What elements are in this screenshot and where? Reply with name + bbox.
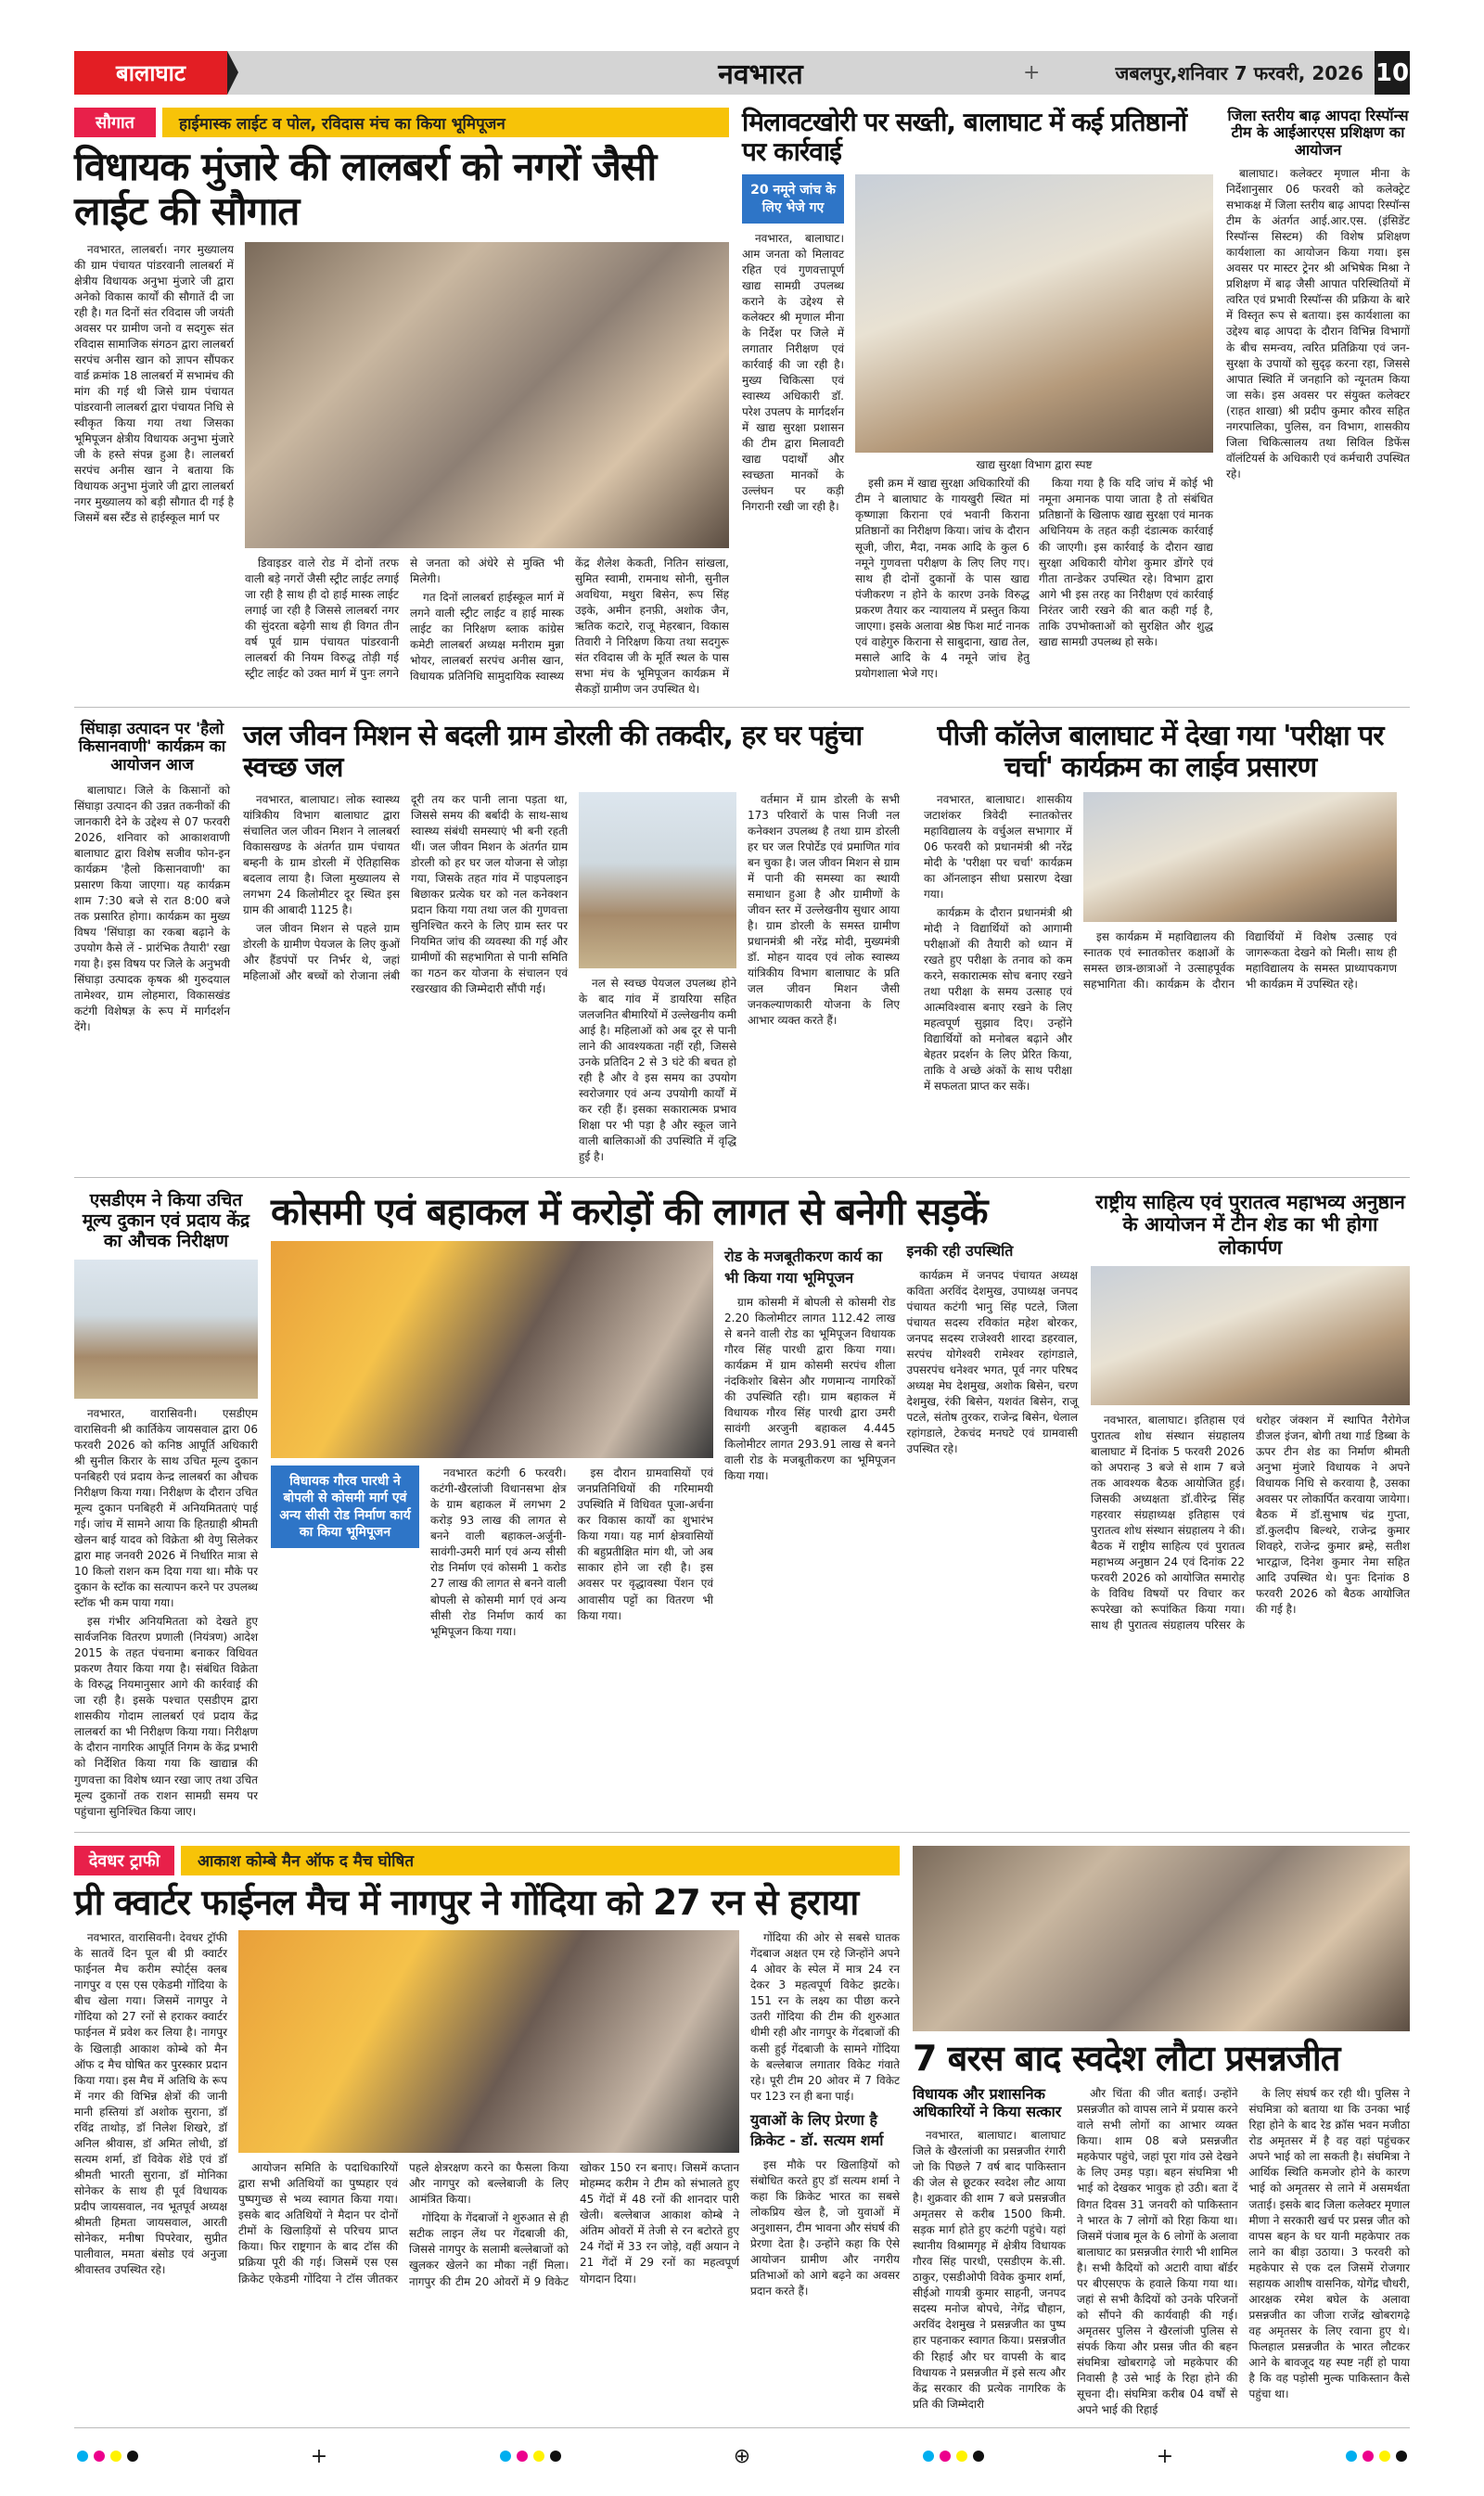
story-paragraph: नवभारत, वारासिवनी। देवधर ट्रॉफी के सातवें दिन पूल बी प्री क्वार्टर फाईनल मैच करीम स्पोर्ट्स क्लब नागपुर व एस एस एकेडमी गोंदिया के बीच खेला गया। जिसमें नागपुर ने गोंदिया को 27 रनों से हराकर क्वार्टर फाईनल में प्रवेश कर लिया है। नागपुर के खिलाड़ी आकाश कोम्बे को मैन ऑफ द मैच घोषित कर पुरस्कार प्रदान किया गया। इस मैच में अतिथि के रूप में नगर की विभिन्न क्षेत्रों की जानी मानी हस्तियां डॉ अशोक सुराना, डॉ रविंद्र ताथोड़, डॉ निलेश शिखरे, डॉ अनिल श्रीवास, डॉ अमित लोधी, डॉ सत्यम शर्मा, डॉ विवेक शेंडे एवं डॉ श्रीमती भारती सुराना, डॉ मोनिका सोनेकर के साथ ही पूर्व विधायक प्रदीप जायसवाल, नव भूतपूर्व अध्यक्ष श्रीमती हिमता जायसवाल, आरती सोनेकर, मनीषा पिपरेवार, सुप्रीत पालीवाल, ममता बंसोड एवं अनुजा श्रीवास्तव उपस्थित रहे। [74, 1931, 227, 2276]
story-tag: सौगात [74, 108, 156, 137]
story-museum-meeting [1091, 1191, 1410, 1633]
story-jal-jeevan-mission [243, 721, 911, 1168]
story-kicker: आकाश कोम्बे मैन ऑफ द मैच घोषित [181, 1846, 900, 1875]
callout-box: 20 नमूने जांच के लिए भेजे गए [742, 174, 844, 223]
story-singhada-program [74, 721, 230, 1038]
story-paragraph: ग्राम कोसमी में बोपली से कोसमी रोड 2.20 किलोमीटर लागत 112.42 लाख से बनने वाली रोड का भूमिपूजन विधायक गौरव सिंह पारधी द्वारा किया गया। कार्यक्रम में ग्राम कोसमी सरपंच शीला नंदकिशोर बिसेन और गणमान्य नागरिकों की उपस्थिति रही। ग्राम बहाकल में विधायक गौरव सिंह पारधी द्वारा उमरी सावंगी अरजुनी बहाकल 4.445 किलोमीटर लागत 293.91 लाख से बनने वाली रोड के मजबूतीकरण का भूमिपूजन किया गया। [724, 1295, 896, 1483]
story-body [913, 2128, 1066, 2413]
story-paragraph: नल से स्वच्छ पेयजल उपलब्ध होने के बाद गांव में डायरिया सहित जलजनित बीमारियों में उल्लेखनीय कमी आई है। महिलाओं को अब दूर से पानी लाने की आवश्यकता नहीं रही, जिससे उनके प्रतिदिन 2 से 3 घंटे की बचत हो रही है और वे इस समय का उपयोग स्वरोजगार एवं अन्य उपयोगी कार्यों में कर रही हैं। इसका सकारात्मक प्रभाव शिक्षा पर भी पड़ा है और स्कूल जाने वाली बालिकाओं की उपस्थिति में वृद्धि हुई है। [579, 976, 736, 1164]
story-paragraph: नवभारत, बालाघाट। आम जनता को मिलावट रहित एवं गुणवत्तापूर्ण खाद्य सामग्री उपलब्ध कराने के उद्देश्य से कलेक्टर श्री मृणाल मीना के निर्देश पर जिले में लगातार निरीक्षण एवं कार्रवाई की जा रही है। मुख्य चिकित्सा एवं स्वास्थ्य अधिकारी डॉ. परेश उपलप के मार्गदर्शन में खाद्य सुरक्षा प्रशासन की टीम द्वारा मिलावटी खाद्य पदार्थों और स्वच्छता मानकों के उल्लंघन पर कड़ी निगरानी रखी जा रही है। [742, 231, 844, 514]
story-prasannajit-return [913, 1846, 1410, 2418]
color-dots-icon [497, 2448, 564, 2465]
story-headline: पीजी कॉलेज बालाघाट में देखा गया 'परीक्षा पर चर्चा' कार्यक्रम का लाईव प्रसारण [937, 719, 1384, 785]
story-paragraph: जल जीवन मिशन से पहले ग्राम डोरली के ग्रामीण पेयजल के लिए कुओं और हैंडपंपों पर निर्भर थे, जहां महिलाओं और बच्चों को रोजाना लंबी दूरी तय कर पानी लाना पड़ता था, जिससे समय की बर्बादी के साथ-साथ स्वास्थ्य संबंधी समस्याएं भी बनी रहती थीं। जल जीवन मिशन के अंतर्गत ग्राम डोरली को हर घर जल योजना से जोड़ा गया, जिसके तहत गांव में पाइपलाइन बिछाकर प्रत्येक घर को नल कनेक्शन प्रदान किया गया तथा जल की गुणवत्ता सुनिश्चित करने के लिए ग्राम स्तर पर नियमित जांच की व्यवस्था की गई और ग्रामीणों की सहभागिता से पानी समिति का गठन कर योजना के संचालन एवं रखरखाव की जिम्मेदारी सौंपी गई। [243, 792, 568, 996]
story-body-continued [245, 556, 729, 698]
crosshair-icon: + [1156, 2444, 1174, 2468]
story-body-continued [1083, 929, 1397, 994]
story-flood-training [1226, 108, 1410, 485]
photo-museum-meeting [1091, 1266, 1410, 1405]
callout-box: विधायक गौरव पारधी ने बोपली से कोसमी मार्ग एवं अन्य सीसी रोड निर्माण कार्य का किया भूमिपूजन [271, 1466, 419, 1548]
story-headline: मिलावटखोरी पर सख्ती, बालाघाट में कई प्रतिष्ठानों पर कार्रवाई [742, 107, 1187, 168]
story-headline: जिला स्तरीय बाढ़ आपदा रिस्पॉन्स टीम के आईआरएस प्रशिक्षण का आयोजन [1227, 107, 1409, 159]
photo-road-bhoomipujan [271, 1241, 713, 1458]
story-paragraph: बालाघाट। जिले के किसानों को सिंघाड़ा उत्पादन की उन्नत तकनीकों की जानकारी देने के उद्देश्य से 07 फरवरी 2026, शनिवार को आकाशवाणी बालाघाट द्वारा विशेष सजीव फोन-इन कार्यक्रम 'हैलो किसानवाणी' का प्रसारण किया जाएगा। यह कार्यक्रम शाम 7:30 बजे से रात 8:00 बजे तक प्रसारित होगा। कार्यक्रम का मुख्य विषय 'सिंघाड़ा का रकबा बढ़ाने के उपयोग कैसे लें - प्रारंभिक तैयारी' रखा गया है। इस विषय पर जिले के अनुभवी सिंघाड़ा उत्पादक कृषक श्री गुरुदयाल तामेश्वर, ग्राम लोहमारा, विकासखंड कटंगी विशेषज्ञ के रूप में मार्गदर्शन देंगे। [74, 783, 230, 1033]
story-paragraph: वर्तमान में ग्राम डोरली के सभी 173 परिवारों के पास निजी नल कनेक्शन उपलब्ध है तथा ग्राम डोरली हर घर जल रिपोर्टेड एवं प्रमाणित गांव बन चुका है। जल जीवन मिशन से ग्राम में पानी की समस्या का स्थायी समाधान हुआ है और ग्रामीणों के जीवन स्तर में उल्लेखनीय सुधार आया है। ग्राम डोरली के समस्त ग्रामीण प्रधानमंत्री श्री नरेंद्र मोदी, मुख्यमंत्री डॉ. मोहन यादव एवं लोक स्वास्थ्य यांत्रिकीय विभाग बालाघाट के प्रति जल जीवन मिशन जैसी जनकल्याणकारी योजना के लिए आभार व्यक्त करते हैं। [748, 792, 900, 1028]
story-body [742, 231, 844, 516]
story-paragraph: नवभारत, वारासिवनी। एसडीएम वारासिवनी श्री कार्तिकेय जायसवाल द्वारा 06 फरवरी 2026 को कनिष्ठ आपूर्ति अधिकारी श्री सुनील किरार के साथ उचित मूल्य दुकान पनबिहरी एवं प्रदाय केन्द्र लालबर्रा का औचक निरीक्षण किया गया। निरीक्षण के दौरान उचित मूल्य दुकान पनबिहरी में अनियमितताएं पाई गई। जांच में सामने आया कि हितग्राही श्रीमती खेलन बाई यादव को विक्रेता श्री वेणु सिलेकर द्वारा माह जनवरी 2026 में निर्धारित मात्रा से 10 किलो राशन कम दिया गया था। मौके पर दुकान के स्टॉक का सत्यापन करने पर उपलब्ध स्टॉक भी कम पाया गया। [74, 1406, 258, 1610]
story-paragraph: इसी क्रम में खाद्य सुरक्षा अधिकारियों की टीम ने बालाघाट के गायखुरी स्थित मां कृष्णाज्ञा किराना एवं भवानी किराना प्रतिष्ठानों का निरीक्षण किया। जांच के दौरान सूजी, जीरा, मैदा, नमक आदि के कुल 6 नमूने गुणवत्ता परीक्षण के लिए लिए गए। साथ ही दोनों दुकानों के पास खाद्य पंजीकरण न होने के कारण उनके विरुद्ध प्रकरण तैयार कर न्यायालय में प्रस्तुत किया जाएगा। इसके अलावा श्रेष्ठ फिश मार्ट नानक एवं वाहेगुरु किराना से साबुदाना, खाद्य तेल, मसाले आदि के 4 नमूने जांच हेतु प्रयोगशाला भेजे गए। [855, 477, 1030, 680]
story-body [1226, 166, 1410, 482]
story-body-continued [855, 476, 1213, 681]
story-body [74, 783, 230, 1036]
story-tag: देवधर ट्राफी [74, 1846, 174, 1875]
photo-prasannajit-welcome [913, 1846, 1410, 2031]
photo-cricket-match [238, 1930, 739, 2153]
story-deodhar-trophy [74, 1846, 900, 2303]
story-kicker: हाईमास्क लाईट व पोल, रविदास मंच का किया भूमिपूजन [162, 108, 729, 137]
story-paragraph: गोंदिया के गेंदबाजों ने शुरुआत से ही सटीक लाइन लेंथ पर गेंदबाजी की, जिससे नागपुर के सलामी बल्लेबाजों को खुलकर खेलने का मौका नहीं मिला। नागपुर की टीम 20 ओवरों में 9 विकेट खोकर 150 रन बनाए। जिसमें कप्तान मोहम्मद करीम ने टीम को संभालते हुए 45 गेंदों में 48 रनों की शानदार पारी खेली। बल्लेबाज आकाश कोम्बे ने अंतिम ओवरों में तेजी से रन बटोरते हुए 24 गेंदों में 33 रन जोड़े, वहीं अयान ने 21 गेंदों में 29 रनों का महत्वपूर्ण योगदान दिया। [409, 2161, 739, 2288]
story-paragraph: आयोजन समिति के पदाधिकारियों द्वारा सभी अतिथियों का पुष्पहार एवं पुष्पगुच्छ से भव्य स्वागत किया गया। इसके बाद अतिथियों ने मैदान पर दोनों टीमों के खिलाड़ियों से परिचय प्राप्त किया। फिर राष्ट्रगान के बाद टॉस की प्रक्रिया पूरी की गई। जिसमें एस एस क्रिकेट एकेडमी गोंदिया ने टॉस जीतकर पहले क्षेत्ररक्षण करने का फैसला किया और नागपुर को बल्लेबाजी के लिए आमंत्रित किया। [238, 2161, 569, 2285]
color-dots-icon [920, 2448, 987, 2465]
print-registration-strip [74, 2428, 1410, 2496]
story-subheading: रोड के मजबूतीकरण कार्य का भी किया गया भूमिपूजन [724, 1248, 883, 1286]
story-headline: प्री क्वार्टर फाईनल मैच में नागपुर ने गोंदिया को 27 रन से हराया [74, 1881, 859, 1923]
news-row [74, 95, 1410, 708]
story-kosmi-roads [271, 1191, 1078, 1639]
story-body-continued [238, 2160, 739, 2289]
crosshair-icon: + [310, 2444, 328, 2468]
story-headline: 7 बरस बाद स्वदेश लौटा प्रसन्नजीत [913, 2037, 1340, 2079]
story-body [74, 1930, 227, 2281]
story-headline: जल जीवन मिशन से बदली ग्राम डोरली की तकदीर, हर घर पहुंचा स्वच्छ जल [243, 719, 863, 785]
story-paragraph: कार्यक्रम के दौरान प्रधानमंत्री श्री मोदी ने विद्यार्थियों को आगामी परीक्षाओं की तैयारी को ध्यान में रखते हुए परीक्षा के तनाव को कम करने, सकारात्मक सोच बनाए रखने तथा परीक्षा के समय उत्साह एवं आत्मविश्वास बनाए रखने के लिए महत्वपूर्ण सुझाव दिए। उन्होंने विद्यार्थियों को मनोबल बढ़ाने और बेहतर प्रदर्शन के लिए प्रेरित किया, ताकि वे अच्छे अंकों के साथ परीक्षा में सफलता प्राप्त कर सकें। [924, 906, 1072, 1094]
story-paragraph: नवभारत, बालाघाट। बालाघाट जिले के खैरलांजी का प्रसन्नजीत रंगारी जो कि पिछले 7 वर्ष बाद पाकिस्तान की जेल से छूटकर स्वदेश लौट आया है। शुक्रवार की शाम 7 बजे प्रसन्नजीत अमृतसर से करीब 1500 किमी. सड़क मार्ग होते हुए कटंगी पहुंचे। यहां स्थानीय विश्रामगृह में क्षेत्रीय विधायक गौरव सिंह पारधी, एसडीएम के.सी. ठाकुर, एसडीओपी विवेक कुमार शर्मा, सीईओ गायत्री कुमार साहनी, जनपद सदस्य मनोज बोपचे, नेगेंद्र चौहान, अरविंद देशमुख ने प्रसन्नजीत का पुष्प हार पहनाकर स्वागत किया। प्रसन्नजीत की रिहाई और घर वापसी के बाद विधायक ने प्रसन्नजीत में इसे सत्य और केंद्र सरकार की प्रत्येक नागरिक के प्रति की जिम्मेदारी [913, 2129, 1066, 2411]
story-paragraph: नवभारत कटंगी 6 फरवरी। कटंगी-खैरलांजी विधानसभा क्षेत्र के ग्राम बहाकल में लगभग 2 करोड़ 93 लाख की लागत से बनने वाली बहाकल-अर्जुनी-सावंगी-उमरी मार्ग एवं अन्य सीसी रोड निर्माण एवं कोसमी 1 करोड 27 लाख की लागत से बनने वाली बोपली से कोसमी मार्ग एवं अन्य सीसी रोड निर्माण कार्य का भूमिपूजन किया गया। [430, 1466, 567, 1638]
story-subheading: इनकी रही उपस्थिति [906, 1242, 1014, 1261]
story-body [924, 792, 1072, 1098]
story-paragraph: और चिंता की जीत बताई। उन्होंने प्रसन्नजीत को वापस लाने में प्रयास करने वाले सभी लोगों का आभार व्यक्त किया। शाम 08 बजे प्रसन्नजीत महकेपार पहुंचे, जहां पूरा गांव उसे देखने के लिए उमड़ पड़ा। बहन संघमित्रा भी भाई को देखकर भावुक हो उठी। बता दें विगत दिवस 31 जनवरी को पाकिस्तान ने भारत के 7 लोगों को रिहा किया था। जिसमें पंजाब मूल के 6 लोगों के अलावा बालाघाट का प्रसन्नजीत रंगारी भी शामिल है। सभी कैदियों को अटारी वाघा बॉर्डर पर बीएसएफ के हवाले किया गया था। जहां से सभी कैदियों को उनके परिजनों को सौंपने की कार्यवाही की गई। अमृतसर पुलिस ने खैरलांजी पुलिस से संपर्क किया और प्रसन्न जीत की बहन संघमित्रा खोबरागढ़े जो महकेपार की निवासी है उसे भाई के रिहा होने की सूचना दी। संघमित्रा करीब 04 वर्षों से अपने भाई की रिहाई [1077, 2087, 1238, 2416]
story-paragraph: गत दिनों लालबर्रा हाईस्कूल मार्ग में लगने वाली स्ट्रीट लाईट व हाई मास्क लाईट का निरिक्षण ब्लाक कांग्रेस कमेटी लालबर्रा अध्यक्ष मनीराम मुन्ना भोयर, लालबर्रा सरपंच अनीस खान, विधायक प्रतिनिधि सामुदायिक स्वास्थ्य केंद्र शैलेश केकती, नितिन सांखला, सुमित स्वामी, रामनाथ सोनी, सुनील अवधिया, मथुरा बिसेन, रूप सिंह उइके, अमीन हनफ़ी, अशोक जैन, ऋतिक कटारे, राजू मेहरबान, विकास तिवारी ने निरिक्षण किया तथा सदगुरू संत रविदास जी के मूर्ति स्थल के पास सभा मंच के भूमिपूजन कार्यक्रम में सैकड़ों ग्रामीण जन उपस्थित थे। [410, 556, 729, 696]
story-body-continued [724, 1241, 1078, 1484]
story-paragraph: इस दौरान ग्रामवासियों एवं जनप्रतिनिधियों की गरिमामयी उपस्थिति में विधिवत पूजा-अर्चना कर विकास कार्यों का शुभारंभ किया गया। यह मार्ग क्षेत्रवासियों की बहुप्रतीक्षित मांग थी, जो अब साकार होने जा रही है। इस अवसर पर वृद्धावस्था पेंशन एवं आवासीय पट्टों का वितरण भी किया गया। [577, 1466, 713, 1622]
story-body [243, 792, 568, 997]
story-body-continued [579, 976, 736, 1165]
registration-mark-icon: + [1023, 61, 1041, 84]
section-label: बालाघाट [74, 51, 227, 95]
story-body-continued [750, 1930, 900, 2302]
story-body-continued [748, 792, 900, 1031]
story-subheading: युवाओं के लिए प्रेरणा है क्रिकेट - डॉ. सत्यम शर्मा [750, 2110, 884, 2150]
photo-pariksha-pe-charcha [1083, 792, 1397, 922]
story-headline: राष्ट्रीय साहित्य एवं पुरातत्व महाभव्य अनुष्ठान के आयोजन में टीन शेड का भी होगा लोकार्पण [1095, 1191, 1405, 1259]
story-paragraph: के लिए संघर्ष कर रही थी। पुलिस ने संघमित्रा को बताया था कि उनका भाई रिहा होने के बाद रेड क्रॉस भवन मजीठा रोड अमृतसर में है वह वहां पहुंचकर अपने भाई को ला सकती है। संघमित्रा ने आर्थिक स्थिति कमजोर होने के कारण भाई को अमृतसर से लाने में असमर्थता जताई। इसके बाद जिला कलेक्टर मृणाल मीणा ने सरकारी खर्च पर प्रसन्न जीत को वापस बहन के घर यानी महकेपार तक लाने का बीड़ा उठाया। 3 फरवरी को महकेपार से एक दल जिसमें रोजगार सहायक आशीष वासनिक, योगेंद्र चौधरी, आरक्षक रमेश बघेल के अलावा प्रसन्नजीत का जीजा राजेंद्र खोबरागढ़े वह अमृतसर के लिए रवाना हुए थे। फिलहाल प्रसन्नजीत के भारत लौटकर आने के बावजूद यह स्पष्ट नहीं हो पाया है कि वह पड़ोसी मुल्क पाकिस्तान कैसे पहुंचा था। [1248, 2087, 1410, 2400]
photo-lalbarra-event [245, 242, 729, 548]
color-dots-icon [1343, 2448, 1410, 2465]
story-paragraph: किया गया है कि यदि जांच में कोई भी नमूना अमानक पाया जाता है तो संबंधित प्रतिष्ठानों के खिलाफ खाद्य सुरक्षा एवं मानक अधिनियम के तहत कड़ी दंडात्मक कार्रवाई की जाएगी। इस कार्रवाई के दौरान खाद्य सुरक्षा अधिकारी योगेश कुमार डोंगरे एवं गीता तान्डेकर उपस्थित रहे। विभाग द्वारा आगे भी इस तरह का निरीक्षण एवं कार्रवाई निरंतर जारी रखने की बात कही गई है, ताकि उपभोक्ताओं को सुरक्षित और शुद्ध खाद्य सामग्री उपलब्ध हो सके। [1039, 477, 1213, 648]
color-dots-icon [74, 2448, 141, 2465]
story-paragraph: नवभारत, बालाघाट। लोक स्वास्थ्य यांत्रिकीय विभाग बालाघाट द्वारा संचालित जल जीवन मिशन ने लालबर्रा विकासखण्ड के अंतर्गत ग्राम पंचायत बम्हनी के ग्राम डोरली में ऐतिहासिक बदलाव लाया है। जिला मुख्यालय से लगभग 24 किलोमीटर दूर स्थित इस ग्राम की आबादी 1125 है। [243, 792, 400, 917]
story-body [430, 1466, 713, 1639]
crosshair-icon: ⊕ [733, 2444, 751, 2468]
story-subhead: विधायक और प्रशासनिक अधिकारियों ने किया सत्कार [913, 2085, 1062, 2120]
story-paragraph: नवभारत, लालबर्रा। नगर मुख्यालय की ग्राम पंचायत पांडरवानी लालबर्रा में क्षेत्रीय विधायक अनुभा मुंजारे जी द्वारा अनेको विकास कार्यों की सौगातें दी जा रही है। गत दिनों संत रविदास जी जयंती अवसर पर ग्रामीण जनो व सदगुरू संत रविदास सामाजिक संगठन द्वारा लालबर्रा सरपंच अनीस खान को ज्ञापन सौंपकर वार्ड क्रमांक 18 लालबर्रा में सभामंच की मांग की गई थी जिसे ग्राम पंचायत पांडरवानी लालबर्रा द्वारा पंचायत निधि से स्वीकृत किया गया तथा जिसका भूमिपूजन क्षेत्रीय विधायक अनुभा मुंजारे जी के हस्ते संपन्न हुआ है। लालबर्रा सरपंच अनीस खान ने बताया कि विधायक अनुभा मुंजारे जी द्वारा लालबर्रा नगर मुख्यालय को बड़ी सौगात दी गई है जिसमें बस स्टैंड से हाईस्कूल मार्ग पर [74, 242, 234, 525]
story-headline: सिंघाड़ा उत्पादन पर 'हैलो किसानवाणी' कार्यक्रम का आयोजन आज [78, 719, 226, 774]
story-lalbarra-lights [74, 108, 729, 698]
story-paragraph: इस गंभीर अनियमितता को देखते हुए सार्वजनिक वितरण प्रणाली (नियंत्रण) आदेश 2015 के तहत पंचनामा बनाकर विधिवत प्रकरण तैयार किया गया है। संबंधित विक्रेता के विरुद्ध नियमानुसार आगे की कार्रवाई की जा रही है। इसके पश्चात एसडीएम द्वारा शासकीय गोदाम लालबर्रा एवं प्रदाय केंद्र लालबर्रा का भी निरीक्षण किया गया। निरीक्षण के दौरान नागरिक आपूर्ति निगम के केंद्र प्रभारी को निर्देशित किया गया कि खाद्यान्न की गुणवत्ता का विशेष ध्यान रखा जाए तथा उचित मूल्य दुकानों तक राशन सामग्री समय पर पहुंचाना सुनिश्चित किया जाए। [74, 1615, 258, 1818]
news-row [74, 708, 1410, 1178]
story-paragraph: गोंदिया की ओर से सबसे घातक गेंदबाज अक्षत एम रहे जिन्होंने अपने 4 ओवर के स्पेल में मात्र 24 रन देकर 3 महत्वपूर्ण विकेट झटके। 151 रन के लक्ष्य का पीछा करने उतरी गोंदिया की टीम की शुरुआत धीमी रही और नागपुर के गेंदबाजों की कसी हुई गेंदबाजी के सामने गोंदिया के बल्लेबाज लगातार विकेट गंवाते रहे। पूरी टीम 20 ओवर में 7 विकेट पर 123 रन ही बना पाई। [750, 1931, 900, 2103]
story-paragraph: नवभारत, बालाघाट। इतिहास एवं पुरातत्व शोध संस्थान संग्रहालय बालाघाट में दिनांक 5 फरवरी 2026 को अपरान्ह 3 बजे से शाम 7 बजे तक आवश्यक बैठक आयोजित हुई। जिसकी अध्यक्षता डॉ.वीरेन्द्र सिंह गहरवार संग्रहाध्यक्ष इतिहास एवं पुरातत्व शोध संस्थान संग्रहालय ने की। बैठक में राष्ट्रीय साहित्य एवं पुरातत्व महाभव्य अनुष्ठान 24 एवं दिनांक 22 फरवरी 2026 को आयोजित समारोह के विविध विषयों पर विचार कर रूपरेखा को रूपांकित किया गया। साथ ही पुरातत्व संग्रहालय परिसर के धरोहर जंक्शन में स्थापित नैरोगेज डीजल इंजन, बोगी तथा गार्ड डिब्बा के ऊपर टीन शेड का निर्माण श्रीमती अनुभा मुंजारे विधायक ने अपने विधायक निधि से करवाया है, उसका अवसर पर लोकार्पित करवाया जायेगा। बैठक में डॉ.सुभाष चंद्र गुप्ता, डॉ.कुलदीप बिल्थरे, राजेन्द्र कुमार शिवहरे, राजेन्द्र कुमार ब्रम्हे, सतीश भारद्वाज, दिनेश कुमार नेमा सहित आदि उपस्थित थे। पुनः दिनांक 8 फरवरी 2026 को बैठक आयोजित की गई है। [1091, 1413, 1410, 1632]
story-paragraph: कार्यक्रम में जनपद पंचायत अध्यक्ष कविता अरविंद देशमुख, उपाध्यक्ष जनपद पंचायत कटंगी भानु सिंह पटले, जिला पंचायत सदस्य रविकांत महेश बोरकर, जनपद सदस्य राजेश्वरी शारदा डहरवाल, सरपंच योगेश्वरी रामेश्वर रहांगडाले, उपसरपंच धनेश्वर भगत, पूर्व नगर परिषद अध्यक्ष मेघ देशमुख, अशोक बिसेन, चरण देशमुख, रंकी बिसेन, यशवंत बिसेन, राजू पटले, संतोष तुरकर, राजेन्द्र बिसेन, धेलाल रहांगडाले, टेकचंद मनघटे एवं ग्रामवासी उपस्थित रहे। [906, 1268, 1078, 1456]
story-headline: कोसमी एवं बहाकल में करोड़ों की लागत से बनेगी सड़कें [271, 1191, 988, 1235]
story-body [74, 242, 234, 530]
news-row [74, 1178, 1410, 1832]
story-body [1091, 1413, 1410, 1633]
story-body [74, 1406, 258, 1820]
photo-food-inspection [855, 174, 1213, 453]
story-paragraph: इस मौके पर खिलाड़ियों को संबोधित करते हुए डॉ सत्यम शर्मा ने कहा कि क्रिकेट भारत का सबसे लोकप्रिय खेल है, जो युवाओं में अनुशासन, टीम भावना और संघर्ष की प्रेरणा देता है। उन्होंने कहा कि ऐसे आयोजन ग्रामीण और नगरीय प्रतिभाओं को आगे बढ़ने का अवसर प्रदान करते हैं। [750, 2158, 900, 2298]
page-number: 10 [1375, 51, 1410, 95]
story-paragraph: बालाघाट। कलेक्टर मृणाल मीना के निर्देशानुसार 06 फरवरी को कलेक्ट्रेट सभाकक्ष में जिला स्तरीय बाढ़ आपदा रिस्पॉन्स टीम के अंतर्गत आई.आर.एस. (इंसिडेंट रिस्पॉन्स सिस्टम) की विशेष प्रशिक्षण कार्यशाला का आयोजन किया गया। इस अवसर पर मास्टर ट्रेनर श्री अभिषेक मिश्रा ने प्रशिक्षण में बाढ़ जैसी आपात परिस्थितियों में त्वरित एवं प्रभावी रिस्पॉन्स की प्रक्रिया के बारे में विस्तृत रूप से बताया। इस कार्यशाला का उद्देश्य बाढ़ आपदा के दौरान विभिन्न विभागों के बीच समन्वय, त्वरित प्रतिक्रिया एवं जन-सुरक्षा के उपायों को सुदृढ़ करना रहा, जिससे आपात स्थिति में जनहानि को न्यूनतम किया जा सके। इस अवसर पर संयुक्त कलेक्टर (राहत शाखा) श्री प्रदीप कुमार कौरव सहित नगरपालिका, पुलिस, वन विभाग, शासकीय जिला चिकित्सालय तथा सिविल डिफेंस वॉलंटियर्स के अधिकारी एवं कर्मचारी उपस्थित रहे। [1226, 167, 1410, 480]
photo-ration-shop [74, 1260, 258, 1399]
story-food-adulteration [742, 108, 1213, 682]
story-headline: एसडीएम ने किया उचित मूल्य दुकान एवं प्रदाय केंद्र का औचक निरीक्षण [82, 1190, 250, 1251]
news-row [74, 1833, 1410, 2428]
story-headline: विधायक मुंजारे की लालबर्रा को नगरों जैसी लाईट की सौगात [74, 144, 657, 235]
story-pariksha-pe-charcha [924, 721, 1397, 1098]
story-body-continued [1077, 2086, 1410, 2418]
masthead-bar [74, 51, 1410, 95]
story-paragraph: इस कार्यक्रम में महाविद्यालय की स्नातक एवं स्नातकोत्तर कक्षाओं के समस्त छात्र-छात्राओं ने उत्साहपूर्वक सहभागिता की। कार्यक्रम के दौरान विद्यार्थियों में विशेष उत्साह एवं जागरूकता देखने को मिली। साथ ही महाविद्यालय के समस्त प्राध्यापकगण भी कार्यक्रम में उपस्थित रहे। [1083, 929, 1397, 991]
section-arrow [227, 51, 238, 95]
story-sdm-inspection [74, 1191, 258, 1822]
newspaper-page [74, 0, 1410, 2496]
photo-caption: खाद्य सुरक्षा विभाग द्वारा स्पष्ट [976, 458, 1093, 472]
story-paragraph: डिवाइडर वाले रोड में दोनों तरफ वाली बड़े नगरों जैसी स्ट्रीट लाईट लगाई जा रही है साथ ही दो हाई मास्क लाईट लगाई जा रही है जिससे लालबर्रा नगर की सुंदरता बढ़ेगी साथ ही विगत तीन वर्ष पूर्व ग्राम पंचायत पांडरवानी लालबर्रा की नियम विरुद्ध तोड़ी गई स्ट्रीट लाईट को उक्त मार्ग में पुनः लगने से जनता को अंधेरे से मुक्ति भी मिलेगी। [245, 556, 564, 680]
photo-water-tank [579, 792, 736, 968]
newspaper-brand: नवभारत [718, 58, 803, 91]
dateline: जबलपुर,शनिवार 7 फरवरी, 2026 [1115, 62, 1363, 84]
story-paragraph: नवभारत, बालाघाट। शासकीय जटाशंकर त्रिवेदी स्नातकोत्तर महाविद्यालय के वर्चुअल सभागार में 06 फरवरी को प्रधानमंत्री श्री नरेंद्र मोदी के 'परीक्षा पर चर्चा' कार्यक्रम का ऑनलाइन सीधा प्रसारण देखा गया। [924, 792, 1072, 902]
